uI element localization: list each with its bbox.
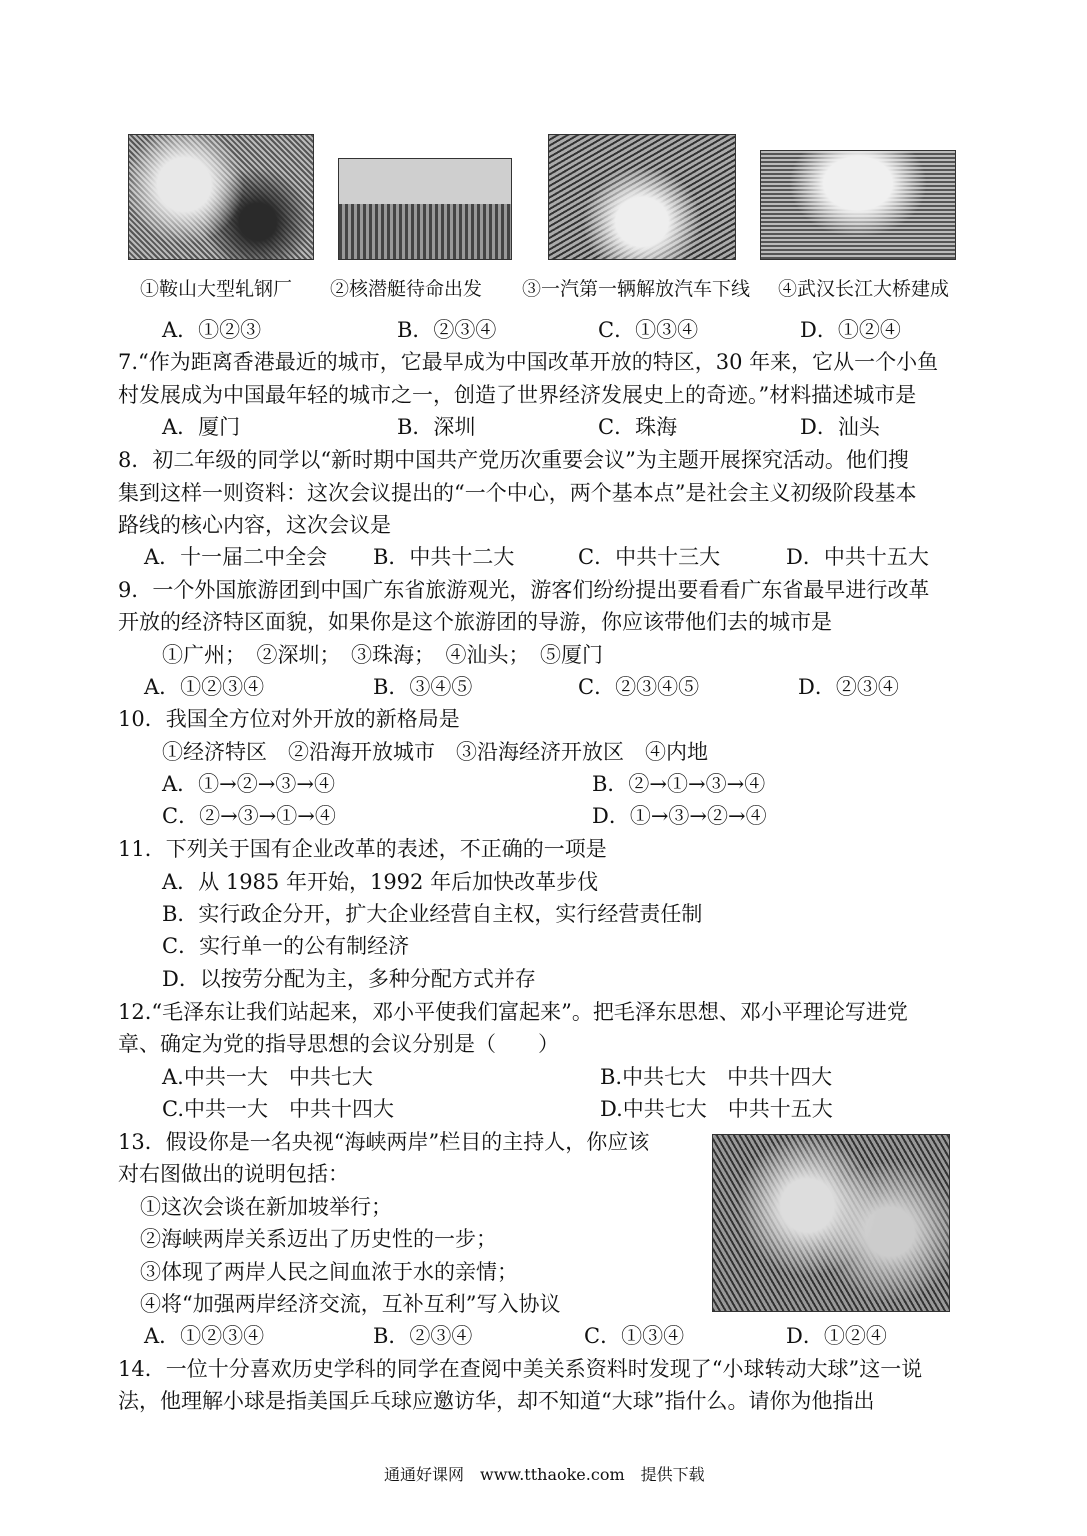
- q10-option-a: A．①→②→③→④: [162, 772, 335, 796]
- q9-stem-line-1: 9．一个外国旅游团到中国广东省旅游观光，游客们纷纷提出要看看广东省最早进行改革: [118, 578, 930, 602]
- q6-option-a: A．①②③: [162, 318, 262, 342]
- q8-stem-line-3: 路线的核心内容，这次会议是: [118, 513, 391, 537]
- photo-caption-3: ③一汽第一辆解放汽车下线: [522, 278, 751, 300]
- photo-cross-strait-talks: [712, 1134, 950, 1312]
- q9-stem-line-2: 开放的经济特区面貌，如果你是这个旅游团的导游，你应该带他们去的城市是: [118, 610, 832, 634]
- q7-stem-line-1: 7.“作为距离香港最近的城市，它最早成为中国改革开放的特区，30 年来，它从一个小鱼: [118, 350, 939, 374]
- q9-option-c: C．②③④⑤: [578, 675, 700, 699]
- q10-items: ①经济特区 ②沿海开放城市 ③沿海经济开放区 ④内地: [162, 740, 708, 764]
- q13-item-1: ①这次会谈在新加坡举行；: [140, 1195, 392, 1219]
- q8-stem-line-2: 集到这样一则资料：这次会议提出的“一个中心，两个基本点”是社会主义初级阶段基本: [118, 481, 917, 505]
- photo-caption-4: ④武汉长江大桥建成: [778, 278, 950, 300]
- page-footer: 通通好课网 www.tthaoke.com 提供下载: [384, 1465, 705, 1484]
- q11-option-d: D．以按劳分配为主，多种分配方式并存: [162, 967, 536, 991]
- q6-option-c: C．①③④: [598, 318, 699, 342]
- q12-stem-line-2: 章、确定为党的指导思想的会议分别是（ ）: [118, 1032, 559, 1056]
- q10-option-b: B．②→①→③→④: [592, 772, 766, 796]
- q9-option-d: D．②③④: [798, 675, 899, 699]
- q11-option-a: A．从 1985 年开始，1992 年后加快改革步伐: [162, 870, 599, 894]
- q9-items: ①广州； ②深圳； ③珠海； ④汕头； ⑤厦门: [162, 643, 603, 667]
- q8-stem-line-1: 8．初二年级的同学以“新时期中国共产党历次重要会议”为主题开展探究活动。他们搜: [118, 448, 909, 472]
- q13-item-2: ②海峡两岸关系迈出了历史性的一步；: [140, 1227, 497, 1251]
- photo-yangtze-bridge: [760, 150, 956, 260]
- q8-option-a: A．十一届二中全会: [144, 545, 328, 569]
- q7-stem-line-2: 村发展成为中国最年轻的城市之一，创造了世界经济发展史上的奇迹。”材料描述城市是: [118, 383, 917, 407]
- q12-stem-line-1: 12.“毛泽东让我们站起来，邓小平使我们富起来”。把毛泽东思想、邓小平理论写进党: [118, 1000, 908, 1024]
- q10-option-c: C．②→③→①→④: [162, 804, 336, 828]
- q6-option-b: B．②③④: [397, 318, 497, 342]
- q7-option-a: A．厦门: [162, 415, 241, 439]
- q13-stem-line-1: 13．假设你是一名央视“海峡两岸”栏目的主持人，你应该: [118, 1130, 650, 1154]
- q8-option-d: D．中共十五大: [786, 545, 929, 569]
- q14-stem-line-2: 法，他理解小球是指美国乒乓球应邀访华，却不知道“大球”指什么。请你为他指出: [118, 1389, 875, 1413]
- q11-stem: 11．下列关于国有企业改革的表述，不正确的一项是: [118, 837, 607, 861]
- q10-stem: 10．我国全方位对外开放的新格局是: [118, 707, 460, 731]
- q6-option-d: D．①②④: [800, 318, 901, 342]
- q13-item-4: ④将“加强两岸经济交流，互补互利”写入协议: [140, 1292, 561, 1316]
- q13-item-3: ③体现了两岸人民之间血浓于水的亲情；: [140, 1260, 518, 1284]
- q8-option-b: B．中共十二大: [373, 545, 515, 569]
- q12-option-b: B.中共七大 中共十四大: [600, 1065, 833, 1089]
- q13-option-a: A．①②③④: [144, 1324, 265, 1348]
- q7-option-d: D．汕头: [800, 415, 880, 439]
- q10-option-d: D．①→③→②→④: [592, 804, 767, 828]
- photo-caption-2: ②核潜艇待命出发: [330, 278, 483, 300]
- q7-option-b: B．深圳: [397, 415, 476, 439]
- q13-option-b: B．②③④: [373, 1324, 473, 1348]
- q13-stem-line-2: 对右图做出的说明包括：: [118, 1162, 349, 1186]
- q11-option-b: B．实行政企分开，扩大企业经营自主权，实行经营责任制: [162, 902, 703, 926]
- q12-option-d: D.中共七大 中共十五大: [600, 1097, 833, 1121]
- q13-option-d: D．①②④: [786, 1324, 887, 1348]
- q11-option-c: C．实行单一的公有制经济: [162, 934, 410, 958]
- q8-option-c: C．中共十三大: [578, 545, 721, 569]
- q14-stem-line-1: 14．一位十分喜欢历史学科的同学在查阅中美关系资料时发现了“小球转动大球”这一说: [118, 1357, 923, 1381]
- q9-option-a: A．①②③④: [144, 675, 265, 699]
- q13-option-c: C．①③④: [584, 1324, 685, 1348]
- q9-option-b: B．③④⑤: [373, 675, 473, 699]
- photo-caption-1: ①鞍山大型轧钢厂: [140, 278, 293, 300]
- photo-nuclear-submarine: [338, 158, 512, 260]
- q12-option-c: C.中共一大 中共十四大: [162, 1097, 394, 1121]
- q12-option-a: A.中共一大 中共七大: [162, 1065, 373, 1089]
- q7-option-c: C．珠海: [598, 415, 678, 439]
- photo-first-truck: [548, 134, 736, 260]
- photo-steel-mill: [128, 134, 314, 260]
